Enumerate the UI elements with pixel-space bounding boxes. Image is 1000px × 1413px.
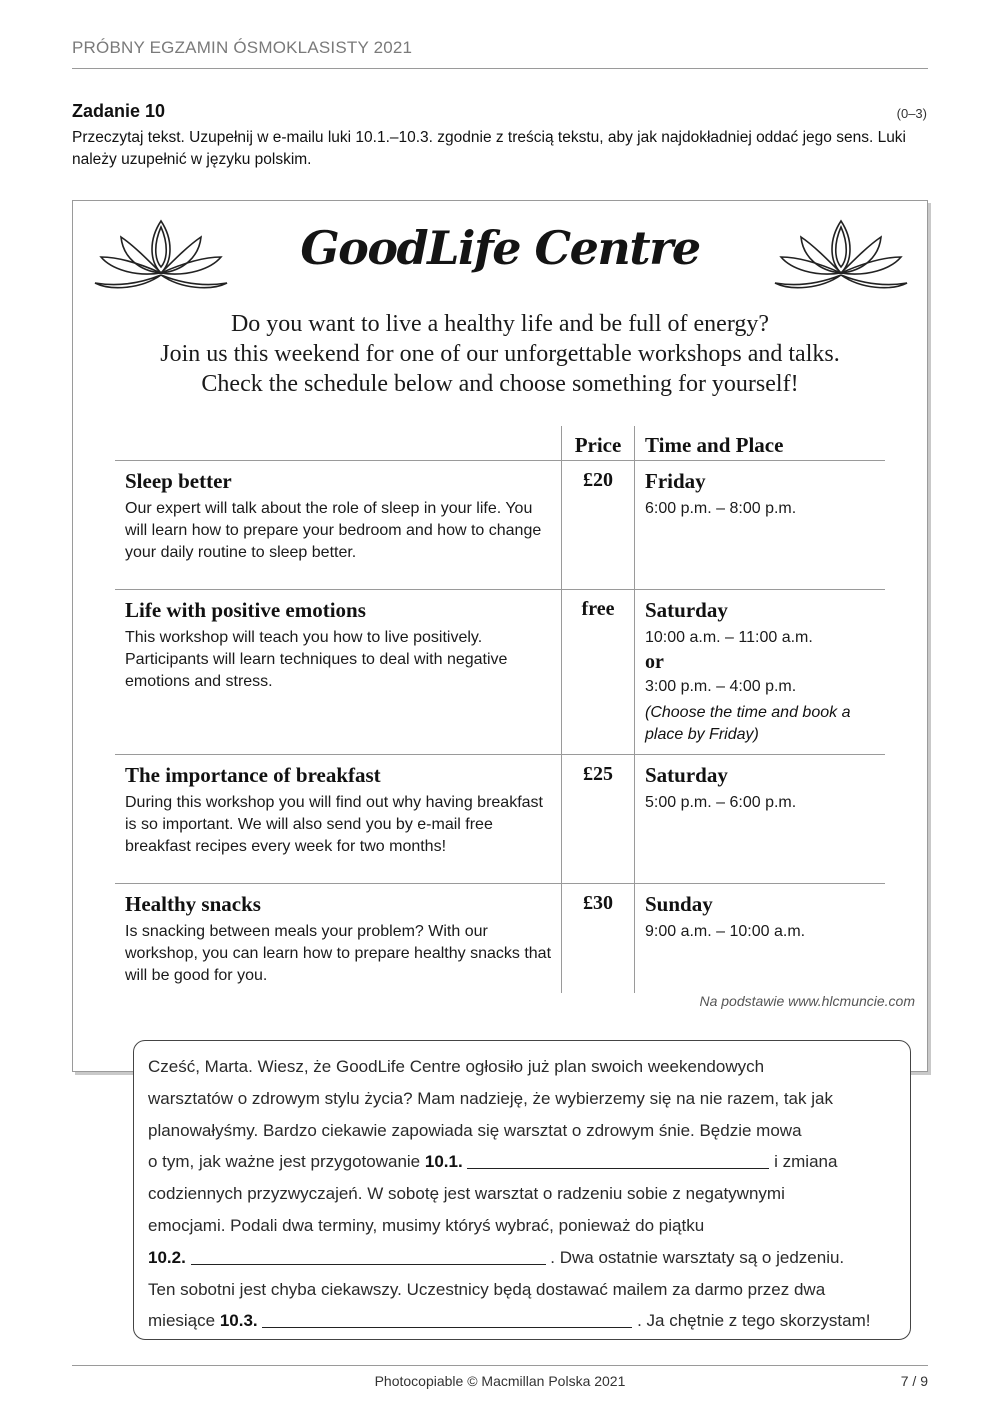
table-row: [115, 755, 885, 884]
gap-10-1-blank[interactable]: [467, 1150, 769, 1169]
workshop-description: This workshop will teach you how to live positively. Participants will learn techniques to deal with negative emotions and stress.: [125, 629, 508, 690]
intro-line: Do you want to live a healthy life and be full of energy?: [230, 311, 770, 337]
workshop-schedule-table: [115, 426, 885, 993]
goodlife-poster: [72, 200, 928, 1072]
workshop-name: The importance of breakfast: [125, 763, 381, 787]
email-text: i zmiana: [774, 1152, 838, 1172]
workshop-time: 5:00 p.m. – 6:00 p.m.: [645, 794, 797, 811]
header-divider: [72, 68, 928, 69]
email-line: [148, 1242, 896, 1274]
email-line: warsztatów o zdrowym stylu życia? Mam nadzieję, że wybierzemy się na nie razem, tak jak: [148, 1088, 833, 1108]
email-line: planowałyśmy. Bardzo ciekawie zapowiada się warsztat o zdrowym śnie. Będzie mowa: [148, 1120, 802, 1140]
exam-header-title: PRÓBNY EGZAMIN ÓSMOKLASISTY 2021: [72, 38, 413, 57]
gap-number-10-3: 10.3.: [219, 1311, 258, 1331]
email-line: emocjami. Podali dwa terminy, musimy któryś wybrać, ponieważ do piątku: [148, 1215, 705, 1235]
gap-10-3-blank[interactable]: [262, 1309, 632, 1328]
email-line: [148, 1146, 896, 1178]
workshop-name: Life with positive emotions: [125, 598, 366, 622]
workshop-time: 9:00 a.m. – 10:00 a.m.: [645, 923, 806, 940]
email-line: Cześć, Marta. Wiesz, że GoodLife Centre ogłosiło już plan swoich weekendowych: [148, 1057, 765, 1076]
intro-line: Check the schedule below and choose something for yourself!: [201, 371, 799, 397]
gap-number-10-1: 10.1.: [424, 1152, 463, 1172]
workshop-price: free: [562, 590, 635, 755]
workshop-time: 6:00 p.m. – 8:00 p.m.: [645, 500, 797, 517]
workshop-day: Saturday: [645, 598, 728, 622]
poster-intro: [73, 309, 927, 399]
workshop-time-alt: 3:00 p.m. – 4:00 p.m.: [645, 678, 797, 695]
task-instructions: Przeczytaj tekst. Uzupełnij w e-mailu luki 10.1.–10.3. zgodnie z treścią tekstu, aby jak najdokładniej oddać jego sens. Luki należy uzupełnić w języku polskim.: [72, 129, 907, 168]
workshop-price: £30: [562, 884, 635, 994]
email-text: . Ja chętnie z tego skorzystam!: [637, 1311, 871, 1331]
task-points: (0–3): [896, 106, 927, 121]
time-place-column-header: Time and Place: [635, 426, 886, 461]
email-text: o tym, jak ważne jest przygotowanie: [148, 1152, 425, 1172]
schedule-header-row: [115, 426, 885, 461]
workshop-price: £25: [562, 755, 635, 884]
footer-copyright: Photocopiable © Macmillan Polska 2021: [374, 1373, 626, 1389]
workshop-name: Healthy snacks: [125, 892, 261, 916]
footer-divider: [72, 1365, 928, 1366]
workshop-description: Is snacking between meals your problem? With our workshop, you can learn how to prepare healthy snacks that will be good for you.: [125, 923, 552, 984]
workshop-price: £20: [562, 461, 635, 590]
email-gap-fill: [133, 1040, 911, 1340]
table-row: [115, 884, 885, 994]
gap-number-10-2: 10.2.: [148, 1247, 186, 1267]
email-line: [148, 1305, 896, 1337]
email-line: Ten sobotni jest chyba ciekawszy. Uczestnicy będą dostawać mailem za darmo przez dwa: [148, 1279, 826, 1299]
price-column-header: Price: [562, 426, 635, 461]
email-line: codziennych przyzwyczajeń. W sobotę jest warsztat o radzeniu sobie z negatywnymi: [148, 1184, 785, 1204]
header-blank: [115, 426, 562, 461]
email-text: . Dwa ostatnie warsztaty są o jedzeniu.: [550, 1247, 845, 1267]
workshop-time: 10:00 a.m. – 11:00 a.m.: [645, 629, 813, 646]
gap-10-2-blank[interactable]: [191, 1246, 546, 1265]
email-text: miesiące: [148, 1311, 220, 1331]
workshop-name: Sleep better: [125, 469, 232, 493]
workshop-description: Our expert will talk about the role of sleep in your life. You will learn how to prepare your bedroom and how to change your daily routine to sleep better.: [125, 500, 542, 561]
table-row: [115, 590, 885, 755]
intro-line: Join us this weekend for one of our unforgettable workshops and talks.: [160, 341, 840, 367]
page-number: 7 / 9: [900, 1373, 928, 1389]
workshop-day: Saturday: [645, 763, 728, 787]
workshop-day: Friday: [645, 469, 706, 493]
table-row: [115, 461, 885, 590]
task-title: Zadanie 10: [72, 101, 166, 121]
poster-brand-title: GoodLife Centre: [300, 221, 700, 275]
source-credit: Na podstawie www.hlcmuncie.com: [699, 993, 915, 1009]
workshop-or: or: [645, 651, 664, 673]
workshop-description: During this workshop you will find out why having breakfast is so important. We will also send you by e-mail free breakfast recipes every week for two months!: [125, 794, 543, 855]
workshop-booking-note: (Choose the time and book a place by Friday): [645, 704, 851, 743]
workshop-day: Sunday: [645, 892, 713, 916]
